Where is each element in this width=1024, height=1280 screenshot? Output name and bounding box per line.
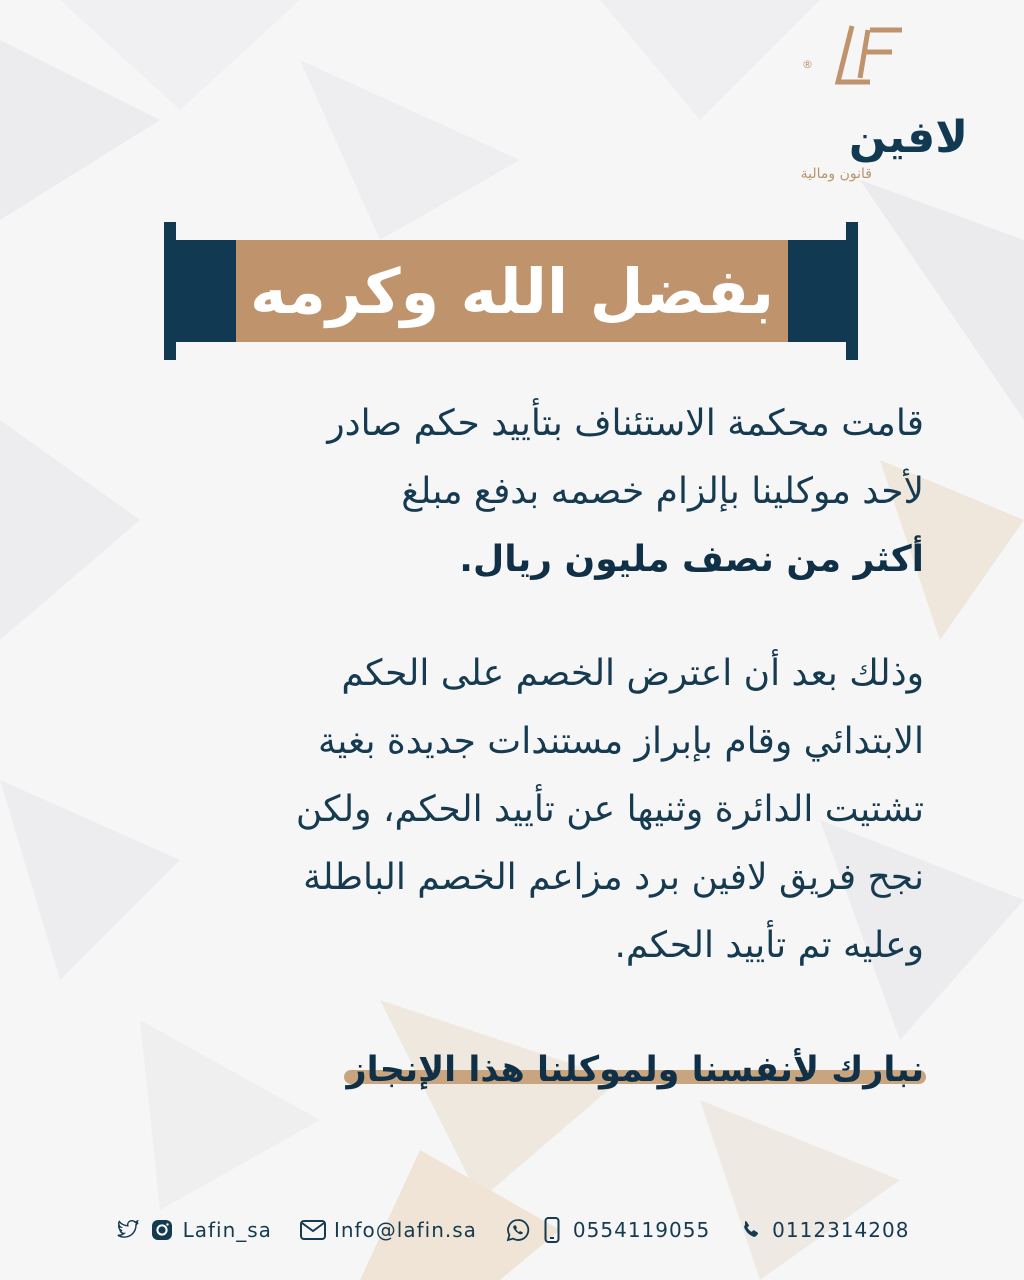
mobile-number: 0554119055 bbox=[572, 1218, 711, 1242]
closing-text: نبارك لأنفسنا ولموكلنا هذا الإنجاز bbox=[346, 1050, 924, 1090]
mobile-contact[interactable] bbox=[505, 1217, 710, 1243]
lf-monogram-icon bbox=[826, 20, 906, 92]
phone-icon bbox=[738, 1217, 764, 1243]
email-contact[interactable] bbox=[300, 1217, 477, 1243]
paragraph-ruling bbox=[96, 390, 924, 594]
paragraph-line: وذلك بعد أن اعترض الخصم على الحكم bbox=[341, 653, 924, 694]
brand-logo bbox=[788, 20, 968, 190]
paragraph-line: وعليه تم تأييد الحكم. bbox=[614, 925, 924, 966]
paragraph-line: تشتيت الدائرة وثنيها عن تأييد الحكم، ولكن bbox=[295, 789, 924, 830]
paragraph-line: نجح فريق لافين برد مزاعم الخصم الباطلة bbox=[303, 857, 924, 898]
paragraph-line: قامت محكمة الاستئناف بتأييد حكم صادر bbox=[327, 403, 924, 444]
social-contact[interactable] bbox=[115, 1217, 272, 1243]
closing-statement bbox=[346, 1050, 924, 1090]
phone-number: 0112314208 bbox=[772, 1218, 910, 1242]
amount-highlight: أكثر من نصف مليون ريال. bbox=[459, 539, 924, 580]
registered-mark: ® bbox=[802, 58, 813, 71]
brand-tagline: قانون ومالية bbox=[800, 166, 872, 182]
whatsapp-icon bbox=[505, 1217, 531, 1243]
mobile-phone-icon bbox=[539, 1217, 565, 1243]
contact-footer bbox=[0, 1210, 1024, 1250]
paragraph-line: لأحد موكلينا بإلزام خصمه بدفع مبلغ bbox=[401, 471, 924, 512]
twitter-icon bbox=[115, 1217, 141, 1243]
mail-icon bbox=[300, 1217, 326, 1243]
paragraph-details bbox=[96, 640, 924, 980]
banner-title: بفضل الله وكرمه bbox=[236, 240, 788, 342]
paragraph-line: الابتدائي وقام بإبراز مستندات جديدة بغية bbox=[317, 721, 924, 762]
instagram-icon bbox=[149, 1217, 175, 1243]
brand-name: لافين bbox=[848, 112, 968, 163]
social-handle: Lafin_sa bbox=[182, 1218, 272, 1242]
email-address: Info@lafin.sa bbox=[333, 1218, 477, 1242]
phone-contact[interactable] bbox=[738, 1217, 909, 1243]
